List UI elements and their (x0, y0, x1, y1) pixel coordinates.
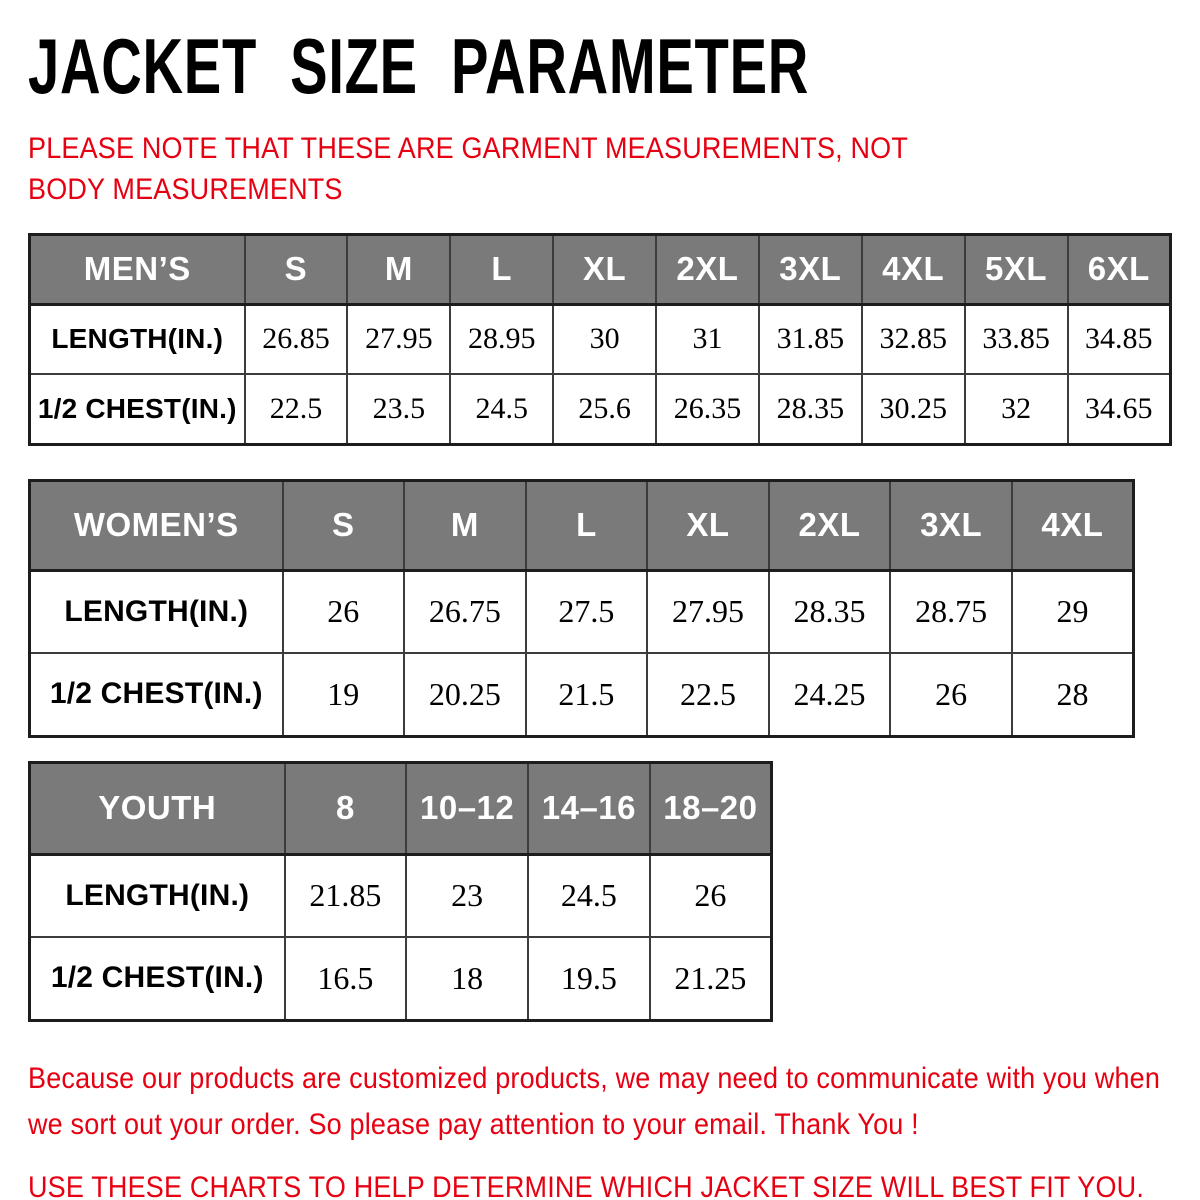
mens-value-cell: 26.35 (656, 374, 759, 444)
mens-value-cell: 32.85 (862, 304, 965, 374)
mens-data-row (30, 304, 1171, 374)
youth-value-cell: 21.25 (650, 937, 772, 1020)
mens-value-cell: 32 (965, 374, 1068, 444)
page-title (28, 22, 1172, 110)
mens-value-cell: 22.5 (245, 374, 348, 444)
mens-size-header: L (450, 234, 553, 304)
mens-value-cell: 34.85 (1068, 304, 1171, 374)
mens-value-cell: 24.5 (450, 374, 553, 444)
customization-notice: Because our products are customized products, we may need to communicate with you when we sort out your order. So please pay attention to your email. Thank You ! (28, 1061, 1161, 1142)
youth-data-row (30, 854, 772, 937)
youth-size-header: 18–20 (650, 762, 772, 854)
youth-value-cell: 26 (650, 854, 772, 937)
mens-value-cell: 31 (656, 304, 759, 374)
mens-size-header: 3XL (759, 234, 862, 304)
womens-size-header: 2XL (769, 480, 891, 570)
womens-value-cell: 27.5 (526, 570, 648, 653)
mens-header-row (30, 234, 1171, 304)
womens-size-header: 3XL (890, 480, 1012, 570)
womens-value-cell: 28.75 (890, 570, 1012, 653)
youth-size-table (28, 761, 773, 1022)
womens-value-cell: 20.25 (404, 653, 526, 736)
mens-size-header: 5XL (965, 234, 1068, 304)
youth-value-cell: 23 (406, 854, 528, 937)
youth-value-cell: 21.85 (285, 854, 407, 937)
youth-size-header: 8 (285, 762, 407, 854)
mens-value-cell: 26.85 (245, 304, 348, 374)
youth-value-cell: 18 (406, 937, 528, 1020)
mens-row-label: LENGTH(IN.) (30, 304, 245, 374)
womens-value-cell: 26 (283, 570, 405, 653)
youth-value-cell: 24.5 (528, 854, 650, 937)
youth-size-table-section (28, 761, 1172, 1022)
mens-size-header: S (245, 234, 348, 304)
mens-data-row (30, 374, 1171, 444)
youth-table-title: YOUTH (30, 762, 285, 854)
youth-size-header: 10–12 (406, 762, 528, 854)
mens-size-header: M (347, 234, 450, 304)
youth-size-header: 14–16 (528, 762, 650, 854)
mens-size-table (28, 233, 1172, 446)
mens-size-table-section (28, 233, 1172, 446)
mens-value-cell: 28.95 (450, 304, 553, 374)
womens-size-table (28, 479, 1135, 738)
youth-value-cell: 16.5 (285, 937, 407, 1020)
mens-size-header: 4XL (862, 234, 965, 304)
mens-row-label: 1/2 CHEST(IN.) (30, 374, 245, 444)
mens-table-title: MEN’S (30, 234, 245, 304)
womens-row-label: LENGTH(IN.) (30, 570, 283, 653)
womens-size-table-section (28, 479, 1172, 738)
womens-value-cell: 19 (283, 653, 405, 736)
garment-measurement-note: PLEASE NOTE THAT THESE ARE GARMENT MEASUREMENTS, NOT BODY MEASUREMENTS (28, 131, 908, 207)
womens-table-title: WOMEN’S (30, 480, 283, 570)
womens-value-cell: 22.5 (647, 653, 769, 736)
mens-value-cell: 30 (553, 304, 656, 374)
mens-size-header: 2XL (656, 234, 759, 304)
youth-row-label: LENGTH(IN.) (30, 854, 285, 937)
mens-value-cell: 30.25 (862, 374, 965, 444)
youth-row-label: 1/2 CHEST(IN.) (30, 937, 285, 1020)
mens-value-cell: 27.95 (347, 304, 450, 374)
womens-size-header: L (526, 480, 648, 570)
womens-size-header: XL (647, 480, 769, 570)
mens-value-cell: 23.5 (347, 374, 450, 444)
womens-header-row (30, 480, 1134, 570)
mens-value-cell: 28.35 (759, 374, 862, 444)
mens-size-header: 6XL (1068, 234, 1171, 304)
womens-value-cell: 21.5 (526, 653, 648, 736)
womens-value-cell: 28 (1012, 653, 1134, 736)
womens-value-cell: 28.35 (769, 570, 891, 653)
womens-data-row (30, 653, 1134, 736)
youth-header-row (30, 762, 772, 854)
womens-size-header: 4XL (1012, 480, 1134, 570)
womens-value-cell: 24.25 (769, 653, 891, 736)
womens-size-header: S (283, 480, 405, 570)
mens-value-cell: 25.6 (553, 374, 656, 444)
womens-value-cell: 26.75 (404, 570, 526, 653)
mens-value-cell: 33.85 (965, 304, 1068, 374)
mens-size-header: XL (553, 234, 656, 304)
womens-value-cell: 26 (890, 653, 1012, 736)
womens-size-header: M (404, 480, 526, 570)
youth-data-row (30, 937, 772, 1020)
womens-value-cell: 27.95 (647, 570, 769, 653)
mens-value-cell: 31.85 (759, 304, 862, 374)
page-title-text: JACKET SIZE PARAMETER (28, 22, 810, 110)
mens-value-cell: 34.65 (1068, 374, 1171, 444)
usage-instruction: USE THESE CHARTS TO HELP DETERMINE WHICH JACKET SIZE WILL BEST FIT YOU. (28, 1170, 1145, 1200)
womens-row-label: 1/2 CHEST(IN.) (30, 653, 283, 736)
womens-data-row (30, 570, 1134, 653)
youth-value-cell: 19.5 (528, 937, 650, 1020)
womens-value-cell: 29 (1012, 570, 1134, 653)
